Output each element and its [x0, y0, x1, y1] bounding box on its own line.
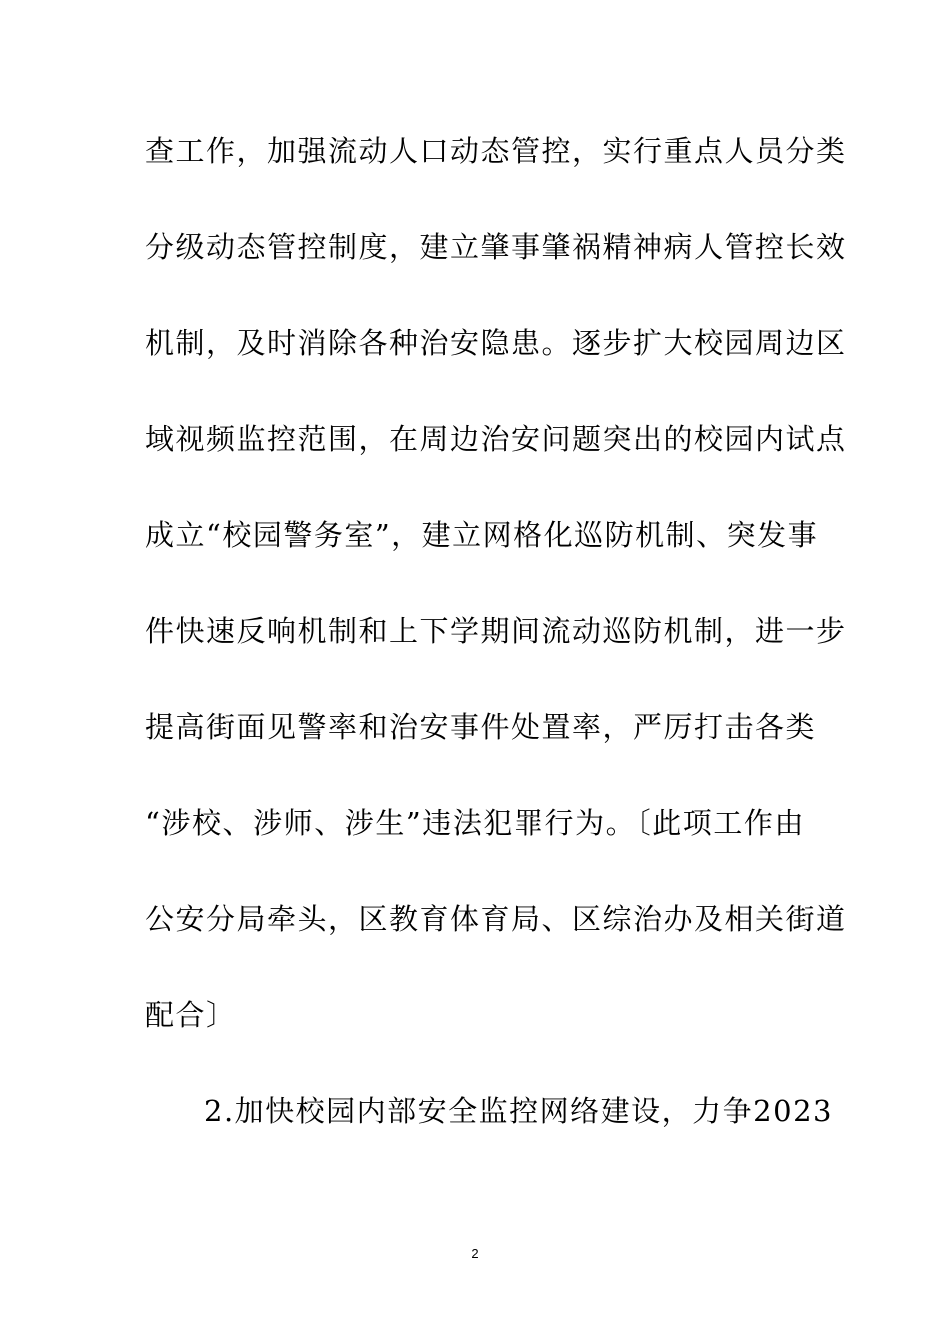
- paragraph-line-6: 件快速反响机制和上下学期间流动巡防机制，进一步: [145, 614, 847, 648]
- paragraph-line-5: 成立“校园警务室”，建立网格化巡防机制、突发事: [145, 518, 819, 552]
- paragraph-line-8: “涉校、涉师、涉生”违法犯罪行为。〔此项工作由: [145, 806, 805, 840]
- section-heading-line: 2.加快校园内部安全监控网络建设，力争2023: [204, 1094, 833, 1128]
- paragraph-line-9: 公安分局牵头，区教育体育局、区综治办及相关街道: [145, 902, 847, 936]
- paragraph-line-2: 分级动态管控制度，建立肇事肇祸精神病人管控长效: [145, 230, 847, 264]
- paragraph-line-7: 提高街面见警率和治安事件处置率，严厉打击各类: [145, 710, 817, 744]
- paragraph-line-3: 机制，及时消除各种治安隐患。逐步扩大校园周边区: [145, 326, 847, 360]
- paragraph-line-4: 域视频监控范围，在周边治安问题突出的校园内试点: [145, 422, 847, 456]
- page-number: 2: [471, 1246, 479, 1261]
- paragraph-line-1: 查工作，加强流动人口动态管控，实行重点人员分类: [145, 134, 847, 168]
- paragraph-line-10: 配合〕: [145, 998, 237, 1032]
